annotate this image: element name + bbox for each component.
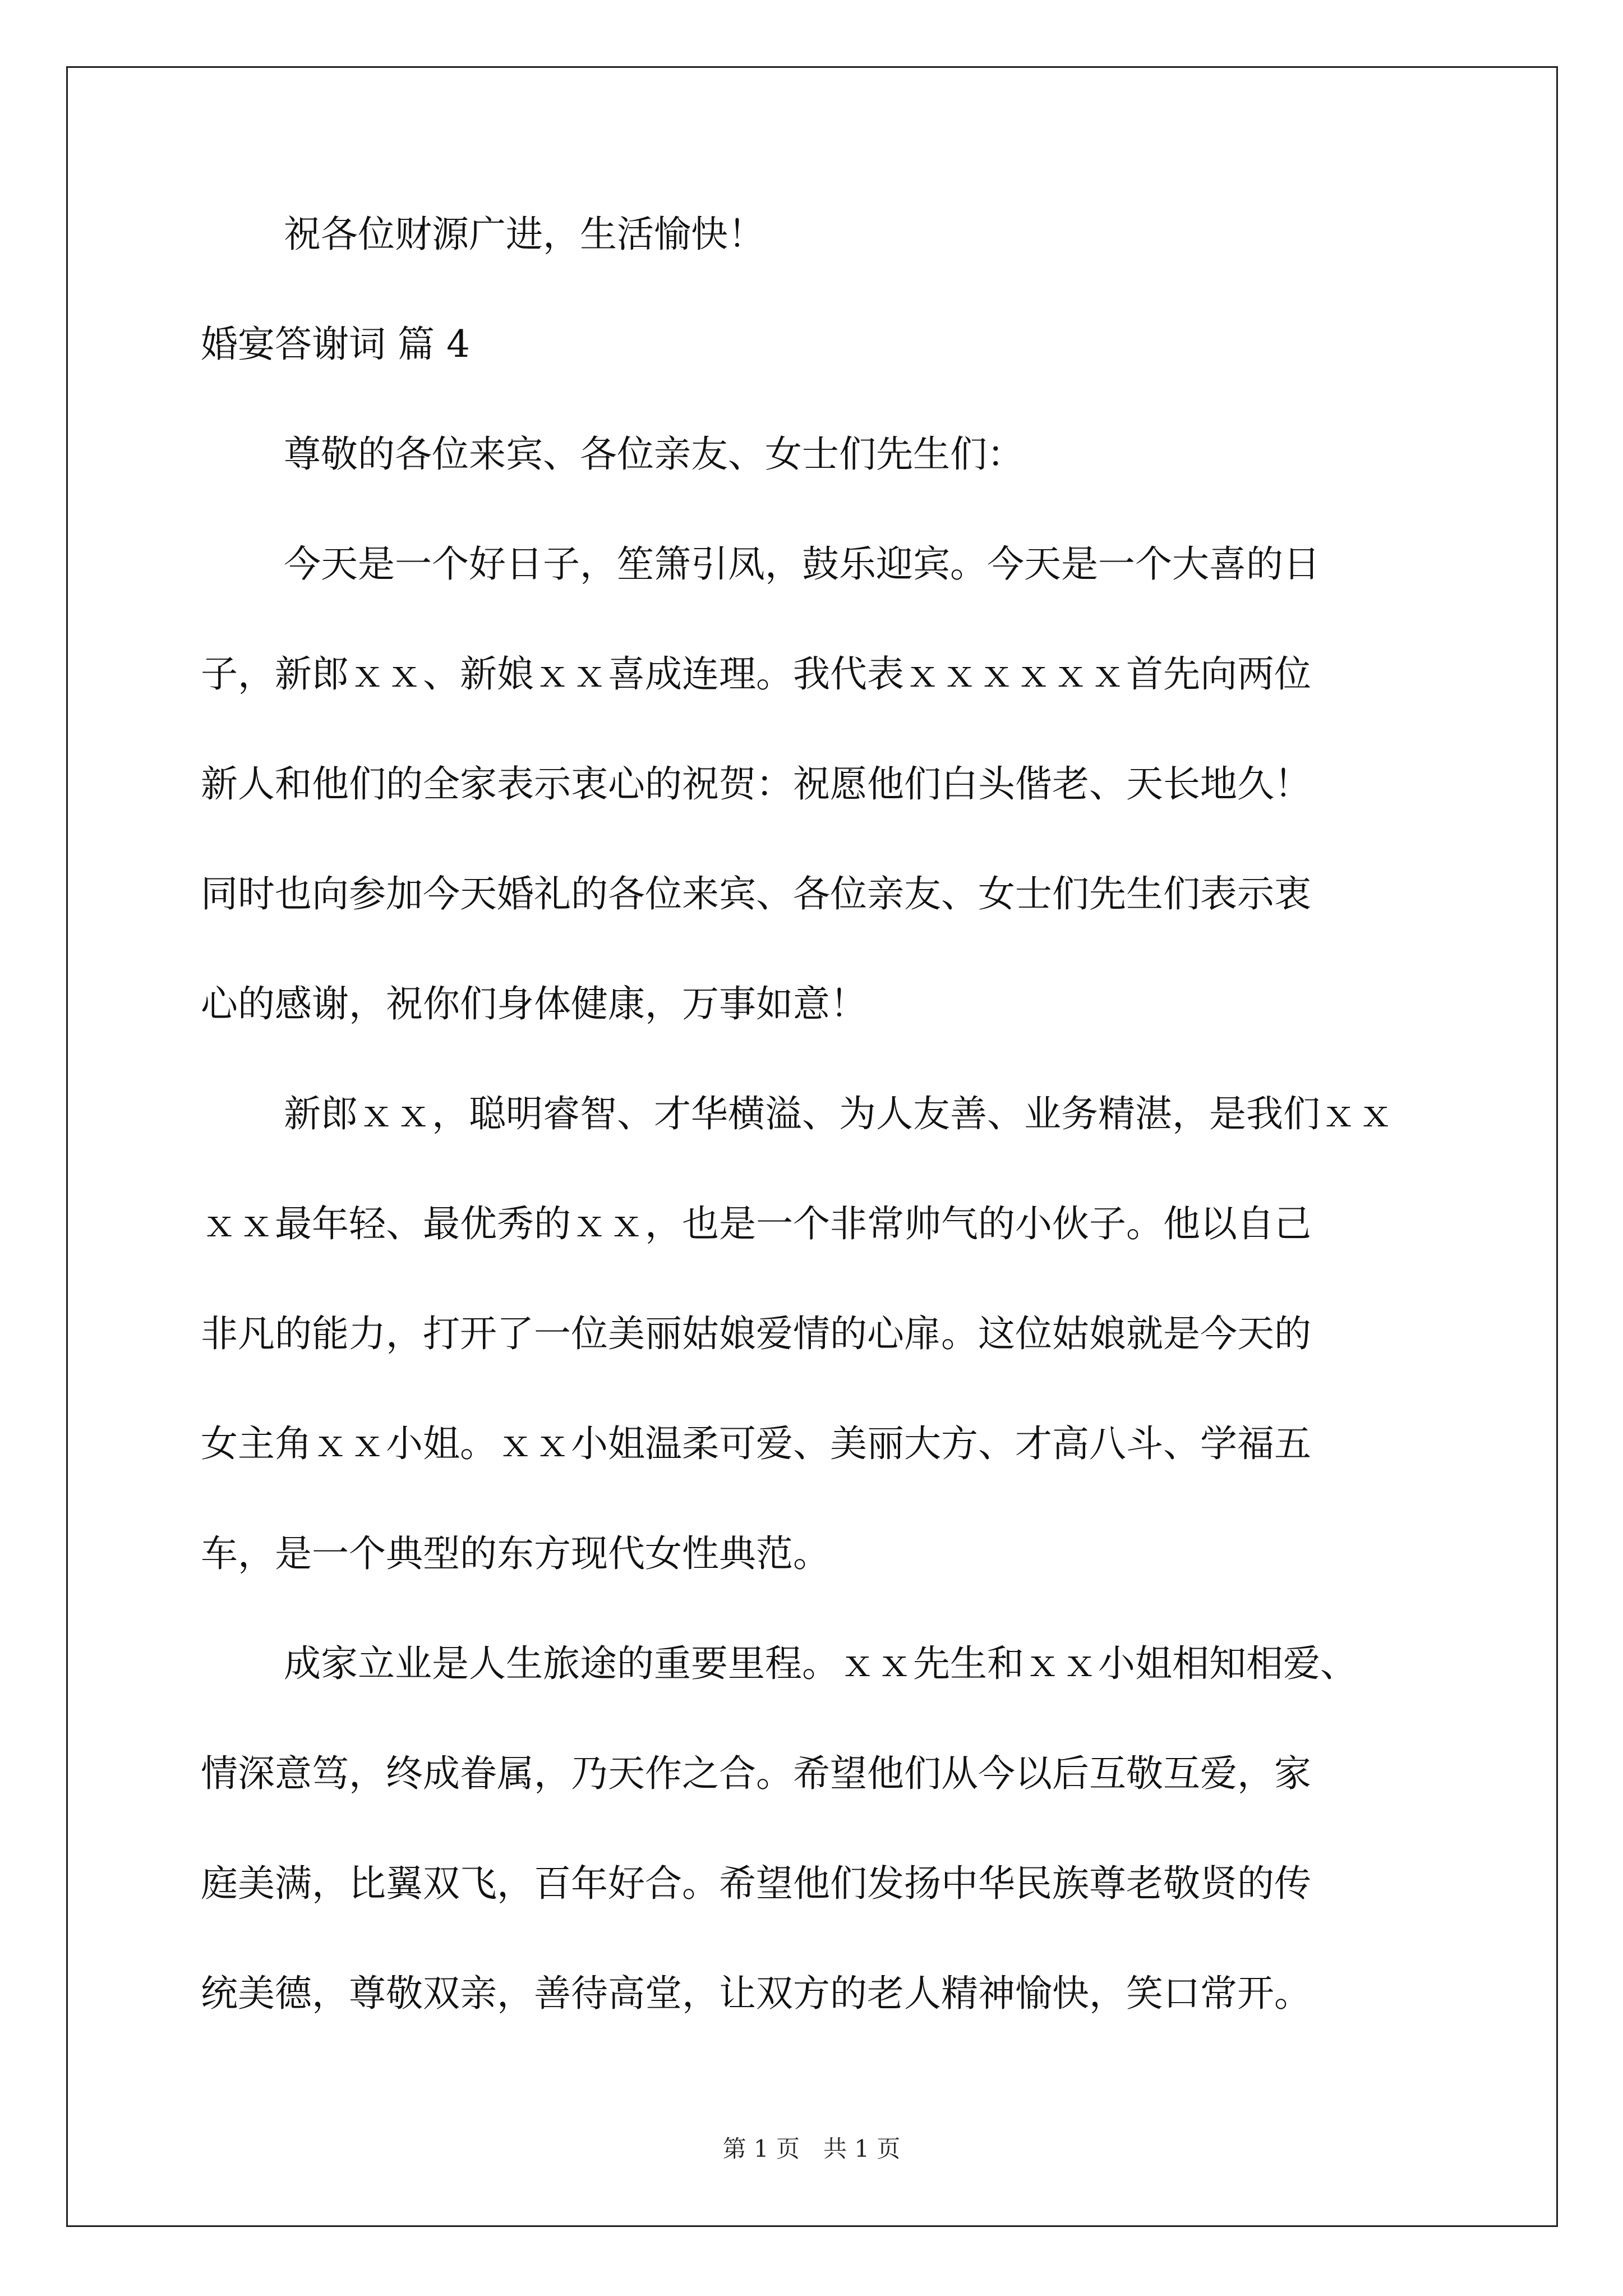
paragraph-line: 新人和他们的全家表示衷心的祝贺：祝愿他们白头偕老、天长地久！ [201, 762, 1311, 806]
section-heading: 婚宴答谢词 篇 4 [201, 323, 470, 366]
paragraph-line: 成家立业是人生旅途的重要里程。ｘｘ先生和ｘｘ小姐相知相爱、 [284, 1642, 1357, 1685]
paragraph-line: 庭美满，比翼双飞，百年好合。希望他们发扬中华民族尊老敬贤的传 [201, 1862, 1311, 1905]
paragraph-line: ｘｘ最年轻、最优秀的ｘｘ，也是一个非常帅气的小伙子。他以自己 [201, 1202, 1311, 1245]
paragraph-line: 非凡的能力，打开了一位美丽姑娘爱情的心扉。这位姑娘就是今天的 [201, 1312, 1311, 1355]
paragraph-line: 情深意笃，终成眷属，乃天作之合。希望他们从今以后互敬互爱，家 [201, 1752, 1311, 1795]
paragraph-line: 今天是一个好日子，笙箫引凤，鼓乐迎宾。今天是一个大喜的日 [284, 542, 1320, 586]
paragraph-line: 子，新郎ｘｘ、新娘ｘｘ喜成连理。我代表ｘｘｘｘｘｘ首先向两位 [201, 652, 1311, 696]
closing-line: 祝各位财源广进，生活愉快！ [284, 213, 765, 256]
salutation-line: 尊敬的各位来宾、各位亲友、女士们先生们： [284, 432, 1024, 476]
paragraph-line: 心的感谢，祝你们身体健康，万事如意！ [201, 982, 867, 1025]
page-number-footer: 第 1 页 共 1 页 [722, 2135, 901, 2162]
paragraph-line: 女主角ｘｘ小姐。ｘｘ小姐温柔可爱、美丽大方、才高八斗、学福五 [201, 1422, 1311, 1465]
paragraph-line: 统美德，尊敬双亲，善待高堂，让双方的老人精神愉快，笑口常开。 [201, 1972, 1311, 2015]
paragraph-line: 同时也向参加今天婚礼的各位来宾、各位亲友、女士们先生们表示衷 [201, 872, 1311, 915]
paragraph-line: 新郎ｘｘ，聪明睿智、才华横溢、为人友善、业务精湛，是我们ｘｘ [284, 1092, 1394, 1135]
paragraph-line: 车，是一个典型的东方现代女性典范。 [201, 1532, 830, 1575]
